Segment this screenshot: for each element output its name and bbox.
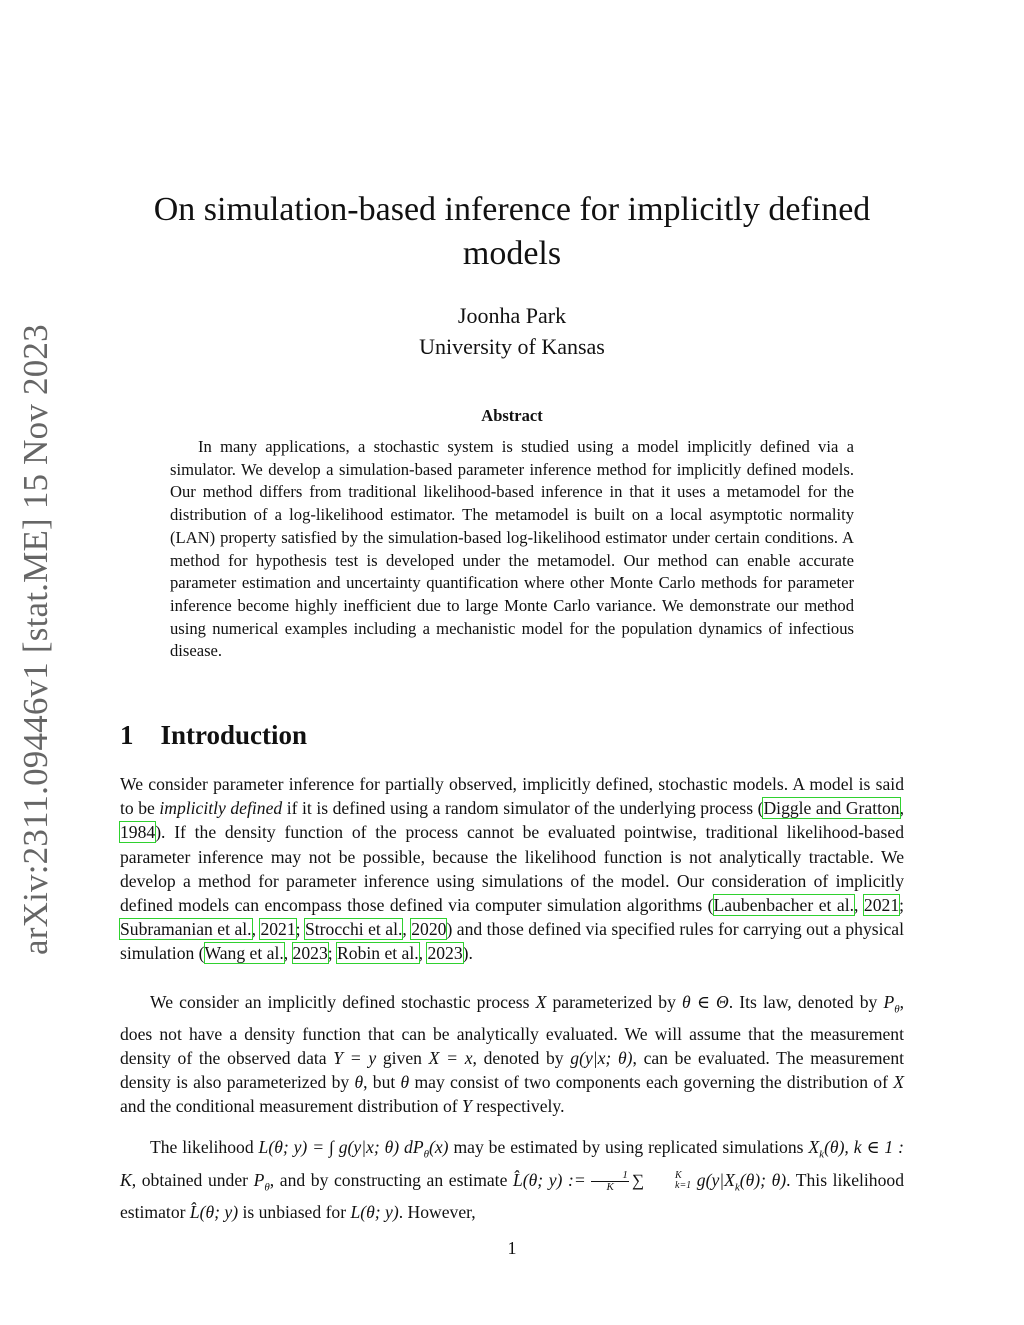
summation-symbol: ∑ (631, 1170, 644, 1190)
text-run: , and by constructing an estimate (269, 1169, 513, 1190)
text-run: , (251, 919, 261, 940)
author-name: Joonha Park (457, 303, 567, 328)
paper-title (120, 188, 904, 276)
fraction-numerator: 1 (591, 1170, 629, 1182)
text-run: , but (363, 1072, 401, 1093)
math-subscript: θ (264, 1181, 270, 1194)
intro-paragraph-2 (120, 990, 904, 1119)
text-run: , (899, 798, 905, 819)
math-subscript: k (734, 1181, 740, 1194)
text-run: ; (899, 895, 904, 916)
math-symbol: L(θ; y) (350, 1202, 399, 1223)
math-symbol: P (253, 1169, 265, 1190)
math-symbol: θ (400, 1072, 410, 1093)
text-run: , obtained under (131, 1169, 254, 1190)
math-subscript: k (819, 1148, 825, 1161)
math-symbol: X (893, 1072, 904, 1093)
text-run: is unbiased for (238, 1202, 351, 1223)
math-symbol: θ ∈ Θ (682, 992, 729, 1012)
title-line-1: On simulation-based inference for implicitly defined (153, 191, 871, 228)
math-subscript: θ (423, 1148, 429, 1161)
citation-year-link[interactable]: 1984 (120, 822, 156, 843)
text-run: , does not have a density function that can be analytically evaluated. We will assume that the measurement density of the observed data (120, 992, 904, 1068)
text-run: ) and those defined via specified rules for carrying out a physical simulation ( (120, 919, 905, 964)
text-run: We consider an implicitly defined stochastic process (150, 992, 536, 1012)
text-run: given (376, 1047, 429, 1068)
math-symbol: L(θ; y) = ∫ g(y|x; θ) dP (258, 1137, 424, 1157)
section-heading (120, 720, 307, 751)
abstract-heading: Abstract (481, 406, 543, 425)
text-run: ; (327, 943, 338, 964)
text-run: . This likelihood estimator (120, 1169, 904, 1223)
math-symbol: Y (462, 1096, 472, 1117)
text-run: , (854, 895, 864, 916)
math-symbol: (θ); θ) (739, 1169, 787, 1190)
math-symbol: X (535, 992, 547, 1012)
text-run: , (402, 919, 412, 940)
author-block (120, 300, 904, 362)
intro-paragraph-1 (120, 772, 904, 966)
text-run: ; (295, 919, 305, 940)
citation-year-link[interactable]: 2021 (863, 895, 900, 916)
citation-link-wang[interactable]: Wang et al. (204, 943, 284, 964)
text-run: , can be evaluated. The measurement density is also parameterized by (120, 1047, 905, 1093)
text-run: The likelihood (150, 1137, 259, 1157)
math-symbol: X (808, 1137, 820, 1157)
citation-year-link[interactable]: 2021 (260, 919, 296, 940)
citation-link-strocchi[interactable]: Strocchi et al. (305, 919, 403, 940)
text-run: ). If the density function of the process cannot be evaluated pointwise, traditional likelihood-based parameter inference may not be possible, because the likelihood function is not analytically tractable. We develop a method for parameter inference using simulations of the model. Our consideration of implicitly defined models can encompass those defined via computer simulation algorithms ( (120, 822, 904, 916)
fraction-denominator: K (606, 1180, 614, 1193)
citation-link-subramanian[interactable]: Subramanian et al. (120, 919, 252, 940)
section-number: 1 (120, 720, 134, 750)
citation-year-link[interactable]: 2020 (411, 919, 447, 940)
emphasis-implicitly-defined: implicitly defined (159, 798, 283, 819)
citation-year-link[interactable]: 2023 (292, 943, 328, 964)
citation-link-laubenbacher[interactable]: Laubenbacher et al. (713, 895, 854, 916)
title-line-2: models (462, 235, 562, 272)
text-run: ). (462, 943, 473, 964)
citation-link-robin[interactable]: Robin et al. (337, 943, 419, 964)
citation-year-link[interactable]: 2023 (427, 943, 463, 964)
math-symbol: P (883, 992, 895, 1012)
math-symbol: θ (354, 1072, 364, 1093)
author-affiliation: University of Kansas (419, 334, 605, 359)
math-symbol: L̂(θ; y) (189, 1202, 239, 1223)
text-run: , denoted by (472, 1047, 571, 1068)
section-title: Introduction (160, 720, 308, 750)
citation-link-diggle-gratton[interactable]: Diggle and Gratton (763, 798, 900, 819)
text-run: may consist of two components each governing the distribution of (409, 1072, 894, 1093)
math-symbol: g(y|x; θ) (570, 1047, 633, 1068)
math-symbol: g(y|X (696, 1169, 735, 1190)
text-run: . Its law, denoted by (728, 992, 884, 1012)
text-run: , (283, 943, 293, 964)
text-run: if it is defined using a random simulator of the underlying process ( (282, 798, 764, 819)
text-run: and the conditional measurement distribution of (120, 1096, 463, 1117)
text-run: , (418, 943, 428, 964)
abstract-text: In many applications, a stochastic system is studied using a model implicitly defined via a simulator. We develop a simulation-based parameter inference method for implicitly defined models. Our method differs from traditional likelihood-based inference in that it uses a metamodel for the distribution of a log-likelihood estimator. The metamodel is built on a local asymptotic normality (LAN) property satisfied by the simulation-based log-likelihood estimator under certain conditions. A method for hypothesis test is developed under the metamodel. Our method can enable accurate parameter estimation and uncertainty quantification where other Monte Carlo methods for parameter inference become highly inefficient due to large Monte Carlo variance. We demonstrate our method using numerical examples including a mechanistic model for the population dynamics of infectious disease. (170, 437, 854, 661)
intro-paragraph-3 (120, 1135, 904, 1225)
text-run: parameterized by (546, 992, 683, 1012)
fraction-one-over-k (591, 1170, 629, 1193)
math-symbol: L̂(θ; y) := (513, 1169, 586, 1190)
math-symbol: (θ), k ∈ 1 : K (120, 1137, 904, 1190)
arxiv-identifier-stamp: arXiv:2311.09446v1 [stat.ME] 15 Nov 2023 (16, 324, 55, 955)
text-run: . However, (398, 1202, 476, 1223)
math-subscript: θ (894, 1003, 900, 1016)
summation-lower-limit: k=1 (675, 1180, 692, 1192)
summation-upper-limit: K (675, 1170, 682, 1182)
summation-limits (645, 1171, 691, 1191)
text-run: respectively. (471, 1096, 565, 1117)
math-symbol: (x) (429, 1137, 449, 1157)
math-symbol: X = x (428, 1047, 473, 1068)
math-symbol: Y = y (333, 1047, 377, 1068)
page-number: 1 (507, 1238, 517, 1258)
text-run: We consider parameter inference for partially observed, implicitly defined, stochastic models. A model is said to be (120, 774, 904, 819)
text-run: may be estimated by using replicated simulations (448, 1137, 809, 1157)
